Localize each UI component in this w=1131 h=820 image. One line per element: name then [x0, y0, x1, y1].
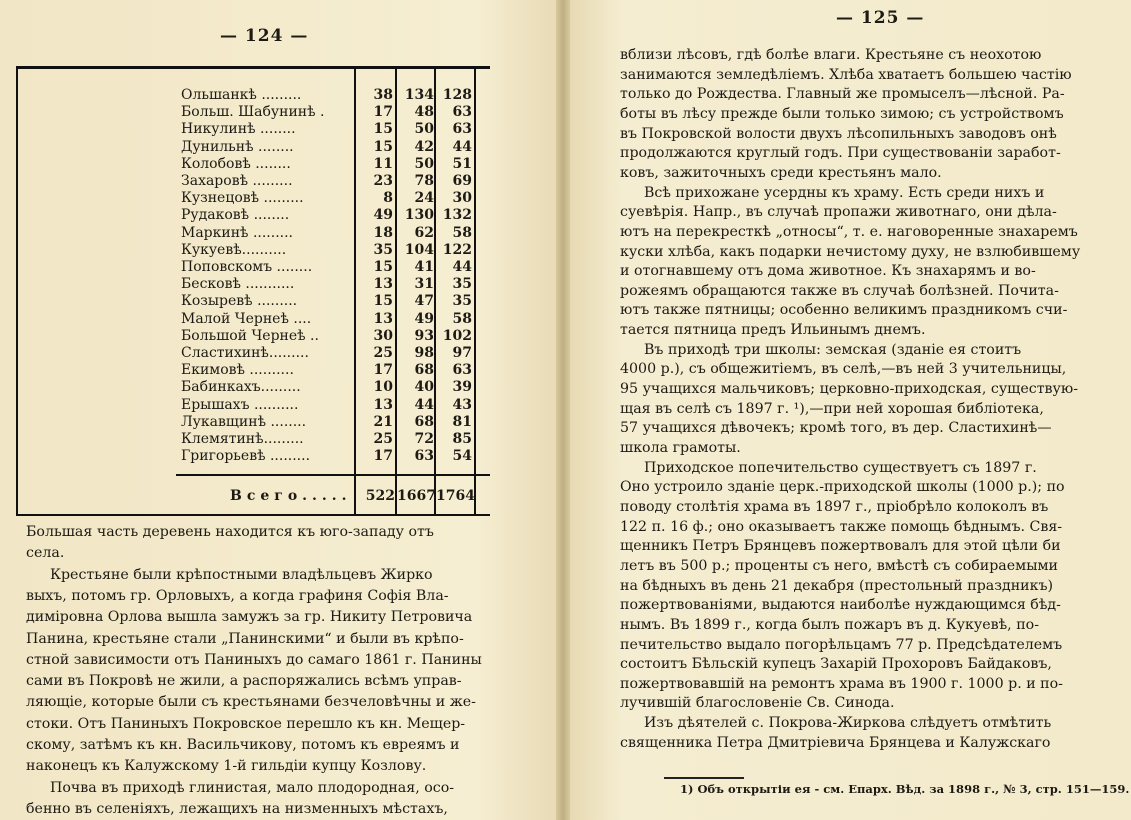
value-a: 30 [373, 327, 393, 344]
text-line: священника Петра Дмитріевича Брянцева и Калужскаго [620, 734, 1051, 751]
value-a: 15 [373, 259, 393, 275]
table-row [16, 87, 490, 104]
text-line: щая въ селѣ съ 1897 г. ¹),—при ней хорошая библіотека, [620, 400, 1044, 417]
value-c: 81 [452, 413, 472, 430]
value-b: 42 [414, 138, 434, 155]
value-b: 134 [404, 87, 434, 103]
value-b: 41 [414, 259, 434, 275]
text-line: пожертвованіями, выдаются наиболѣе нуждающимся бѣд- [620, 597, 1061, 614]
text-line: печительство выдало погорѣльцамъ 77 р. Предсѣдателемъ [620, 636, 1063, 653]
table-row [16, 225, 490, 242]
value-c: 122 [442, 241, 472, 258]
text-line: суевѣрія. Напр., въ случаѣ пропажи животнаго, они дѣла- [620, 204, 1057, 221]
table-row [16, 276, 490, 293]
table-row [16, 139, 490, 156]
table-row [16, 173, 490, 190]
value-c: 58 [452, 310, 472, 327]
text-line: стоки. Отъ Паниныхъ Покровское перешло къ кн. Мещер- [26, 715, 466, 732]
table-row [16, 328, 490, 345]
value-c: 63 [452, 121, 472, 138]
value-b: 50 [414, 121, 434, 138]
village-name: Поповскомъ ........ [181, 259, 313, 275]
value-a: 15 [373, 138, 393, 155]
value-b: 68 [414, 362, 434, 379]
text-line: сами въ Покровѣ не жили, а распоряжались всѣмъ управ- [26, 673, 462, 690]
value-a: 15 [373, 121, 393, 138]
table-row [16, 242, 490, 259]
village-name: Сластихинѣ......... [181, 345, 309, 361]
text-line: скому, затѣмъ къ кн. Васильчикову, потомъ къ евреямъ и [26, 737, 460, 753]
village-name: Ольшанкѣ ......... [181, 87, 302, 103]
text-line: пожертвовавшій на ремонтъ храма въ 1900 г. 1000 р. и по- [620, 675, 1063, 692]
value-c: 132 [442, 207, 472, 224]
value-b: 62 [414, 224, 434, 241]
village-name: Захаровѣ ......... [181, 173, 293, 189]
value-c: 58 [452, 224, 472, 241]
text-line: занимаются земледѣліемъ. Хлѣба хватаетъ большею частію [620, 66, 1072, 83]
value-a: 17 [373, 362, 393, 379]
book-gutter [556, 0, 570, 820]
table-row [16, 207, 490, 224]
table-total-row [16, 488, 490, 508]
text-line: вблизи лѣсовъ, гдѣ болѣе влаги. Крестьяне съ неохотою [620, 47, 1042, 63]
value-c: 128 [442, 87, 472, 103]
table-sum-rule [176, 474, 490, 476]
table-row [16, 104, 490, 121]
value-a: 25 [373, 345, 393, 361]
text-line: въ Покровской волости двухъ лѣсопильныхъ заводовъ онѣ [620, 125, 1057, 142]
value-a: 11 [373, 155, 393, 172]
value-b: 50 [414, 155, 434, 172]
value-a: 13 [373, 276, 393, 293]
value-c: 43 [452, 396, 472, 413]
text-line: на бѣдныхъ въ день 21 декабря (престольный праздникъ) [620, 577, 1054, 594]
value-a: 49 [373, 207, 393, 224]
value-a: 38 [373, 87, 393, 103]
text-line: села. [26, 545, 65, 562]
text-line: выхъ, потомъ гр. Орловыхъ, а когда графиня Софія Вла- [26, 587, 449, 604]
text-line: нымъ. Въ 1899 г., когда былъ пожаръ въ д. Кукуевѣ, по- [620, 616, 1039, 633]
text-line: диміровна Орлова вышла замужъ за гр. Никиту Петровича [26, 609, 473, 626]
table-row [16, 431, 490, 448]
value-b: 40 [414, 379, 434, 396]
value-b: 44 [414, 396, 434, 413]
table-row [16, 397, 490, 414]
text-line: бенно въ селеніяхъ, лежащихъ на низменныхъ мѣстахъ, [26, 800, 448, 817]
text-line: лучившій благословеніе Св. Синода. [620, 695, 895, 712]
value-c: 51 [452, 155, 472, 172]
value-a: 18 [373, 224, 393, 241]
table-row [16, 311, 490, 328]
value-c: 63 [452, 104, 472, 121]
text-line: боты въ лѣсу прежде были только зимою; съ устройствомъ [620, 105, 1064, 122]
text-line: Крестьяне были крѣпостными владѣльцевъ Жирко [50, 566, 433, 583]
table-bottom-rule [16, 514, 490, 516]
text-line: и отогнавшему отъ дома животное. Къ знахарямъ и во- [620, 263, 1036, 280]
value-c: 54 [452, 448, 472, 465]
village-name: Лукавщинѣ ........ [181, 413, 307, 430]
value-b: 104 [404, 241, 434, 258]
table-row [16, 379, 490, 396]
left-page-number: — 124 — [220, 26, 309, 46]
village-name: Бабинкахъ......... [181, 379, 301, 396]
footnote-rule [664, 777, 744, 779]
value-b: 47 [414, 293, 434, 310]
village-name: Кузнецовѣ ......... [181, 190, 304, 207]
table-row [16, 293, 490, 310]
table-row [16, 414, 490, 431]
value-c: 97 [452, 345, 472, 361]
text-line: щенникъ Петръ Брянцевъ пожертвовалъ для этой цѣли би [620, 538, 1061, 555]
text-line: Приходское попечительство существуетъ съ 1897 г. [644, 459, 1037, 476]
text-line: Панина, крестьяне стали „Панинскими“ и были въ крѣпо- [26, 630, 464, 647]
village-name: Большой Чернеѣ .. [181, 327, 319, 344]
text-line: 57 учащихся дѣвочекъ; кромѣ того, въ дер. Сластихинѣ— [620, 420, 1052, 437]
text-line: тается пятница предъ Ильинымъ днемъ. [620, 322, 926, 339]
text-line: Большая часть деревень находится къ юго-западу отъ [26, 524, 434, 540]
value-c: 85 [452, 431, 472, 447]
value-c: 44 [452, 138, 472, 155]
village-table [16, 66, 490, 516]
total-value-c: 1764 [436, 488, 475, 504]
value-a: 17 [373, 104, 393, 121]
village-name: Григорьевѣ ......... [181, 448, 311, 465]
table-row [16, 259, 490, 276]
value-b: 24 [414, 190, 434, 207]
text-line: рожеямъ обращаются также въ случаѣ болѣзней. Почита- [620, 282, 1059, 299]
value-a: 15 [373, 293, 393, 310]
text-line: Почва въ приходѣ глинистая, мало плодородная, осо- [50, 779, 455, 796]
text-line: куски хлѣба, какъ подарки нечистому духу, не взлюбившему [620, 243, 1081, 260]
value-c: 102 [442, 327, 472, 344]
village-name: Бесковѣ ........... [181, 276, 295, 293]
value-b: 49 [414, 310, 434, 327]
text-line: наконецъ къ Калужскому 1-й гильдіи купцу Козлову. [26, 758, 427, 775]
total-label: Всего..... [230, 488, 352, 504]
value-c: 44 [452, 259, 472, 275]
text-line: ковъ, зажиточныхъ среди крестьянъ мало. [620, 164, 942, 181]
value-a: 35 [373, 241, 393, 258]
value-c: 39 [452, 379, 472, 396]
text-line: ютъ также пятницы; особенно великимъ праздникомъ счи- [620, 302, 1068, 319]
value-a: 13 [373, 310, 393, 327]
value-b: 72 [414, 431, 434, 447]
total-value-b: 1667 [397, 488, 436, 504]
text-line: Изъ дѣятелей с. Покрова-Жиркова слѣдуетъ отмѣтить [644, 715, 1052, 732]
table-row [16, 448, 490, 465]
text-line: стной зависимости отъ Паниныхъ до самаго 1861 г. Панины [26, 651, 482, 668]
text-line: только до Рождества. Главный же промыселъ—лѣсной. Ра- [620, 86, 1065, 103]
value-c: 30 [452, 190, 472, 207]
text-line: школа грамоты. [620, 440, 741, 456]
table-row [16, 362, 490, 379]
village-name: Колобовѣ ........ [181, 155, 291, 172]
text-line: 95 учащихся мальчиковъ; церковно-приходская, существую- [620, 381, 1079, 398]
text-line: 4000 р.), съ общежитіемъ, въ селѣ,—въ ней 3 учительницы, [620, 361, 1067, 378]
value-c: 35 [452, 276, 472, 293]
value-a: 13 [373, 396, 393, 413]
footnote: 1) Объ открытіи ея - см. Епарх. Вѣд. за 1898 г., № 3, стр. 151—159. [680, 782, 1130, 796]
text-line: ляющіе, которые были съ крестьянами безчеловѣчны и же- [26, 694, 476, 711]
value-a: 17 [373, 448, 393, 465]
text-line: летъ въ 500 р.; проценты съ него, вмѣстѣ съ собираемыми [620, 557, 1058, 574]
value-a: 21 [373, 413, 393, 430]
village-name: Рудаковѣ ........ [181, 207, 290, 224]
value-a: 23 [373, 173, 393, 189]
village-name: Дунильнѣ ........ [181, 138, 294, 155]
village-name: Клемятинѣ......... [181, 431, 304, 447]
value-c: 63 [452, 362, 472, 379]
right-page-number: — 125 — [836, 8, 925, 28]
village-name: Ерышахъ .......... [181, 396, 299, 413]
village-name: Малой Чернеѣ .... [181, 310, 312, 327]
village-name: Больш. Шабунинѣ . [181, 104, 325, 121]
text-line: Всѣ прихожане усердны къ храму. Есть среди нихъ и [644, 184, 1045, 201]
value-c: 69 [452, 173, 472, 189]
value-a: 8 [383, 190, 393, 207]
table-row [16, 190, 490, 207]
value-b: 98 [414, 345, 434, 361]
text-line: поводу столѣтія храма въ 1897 г., пріобрѣло колоколъ въ [620, 498, 1049, 515]
text-line: ютъ на перекресткѣ „относы“, т. е. наговоренные знахаремъ [620, 223, 1078, 240]
value-c: 35 [452, 293, 472, 310]
village-name: Никулинѣ ........ [181, 121, 296, 138]
value-b: 130 [404, 207, 434, 224]
village-name: Кукуевѣ.......... [181, 241, 287, 258]
value-b: 63 [414, 448, 434, 465]
value-a: 10 [373, 379, 393, 396]
total-value-a: 522 [365, 488, 395, 504]
value-b: 31 [414, 276, 434, 293]
table-row [16, 121, 490, 138]
table-row [16, 345, 490, 362]
text-line: Въ приходѣ три школы: земская (зданіе ея стоитъ [644, 341, 1022, 358]
village-name: Козыревѣ ......... [181, 293, 298, 310]
village-name: Екимовѣ .......... [181, 362, 294, 379]
value-b: 48 [414, 104, 434, 121]
text-line: Оно устроило зданіе церк.-приходской школы (1000 р.); по [620, 479, 1065, 496]
table-row [16, 156, 490, 173]
value-a: 25 [373, 431, 393, 447]
text-line: продолжаются круглый годъ. При существованіи заработ- [620, 145, 1061, 162]
text-line: состоитъ Бѣльскій купецъ Захарій Прохоровъ Байдаковъ, [620, 656, 1052, 673]
value-b: 68 [414, 413, 434, 430]
village-name: Маркинѣ ......... [181, 224, 293, 241]
text-line: 122 п. 16 ф.; оно оказываетъ также помощь бѣднымъ. Свя- [620, 518, 1063, 535]
value-b: 78 [414, 173, 434, 189]
value-b: 93 [414, 327, 434, 344]
